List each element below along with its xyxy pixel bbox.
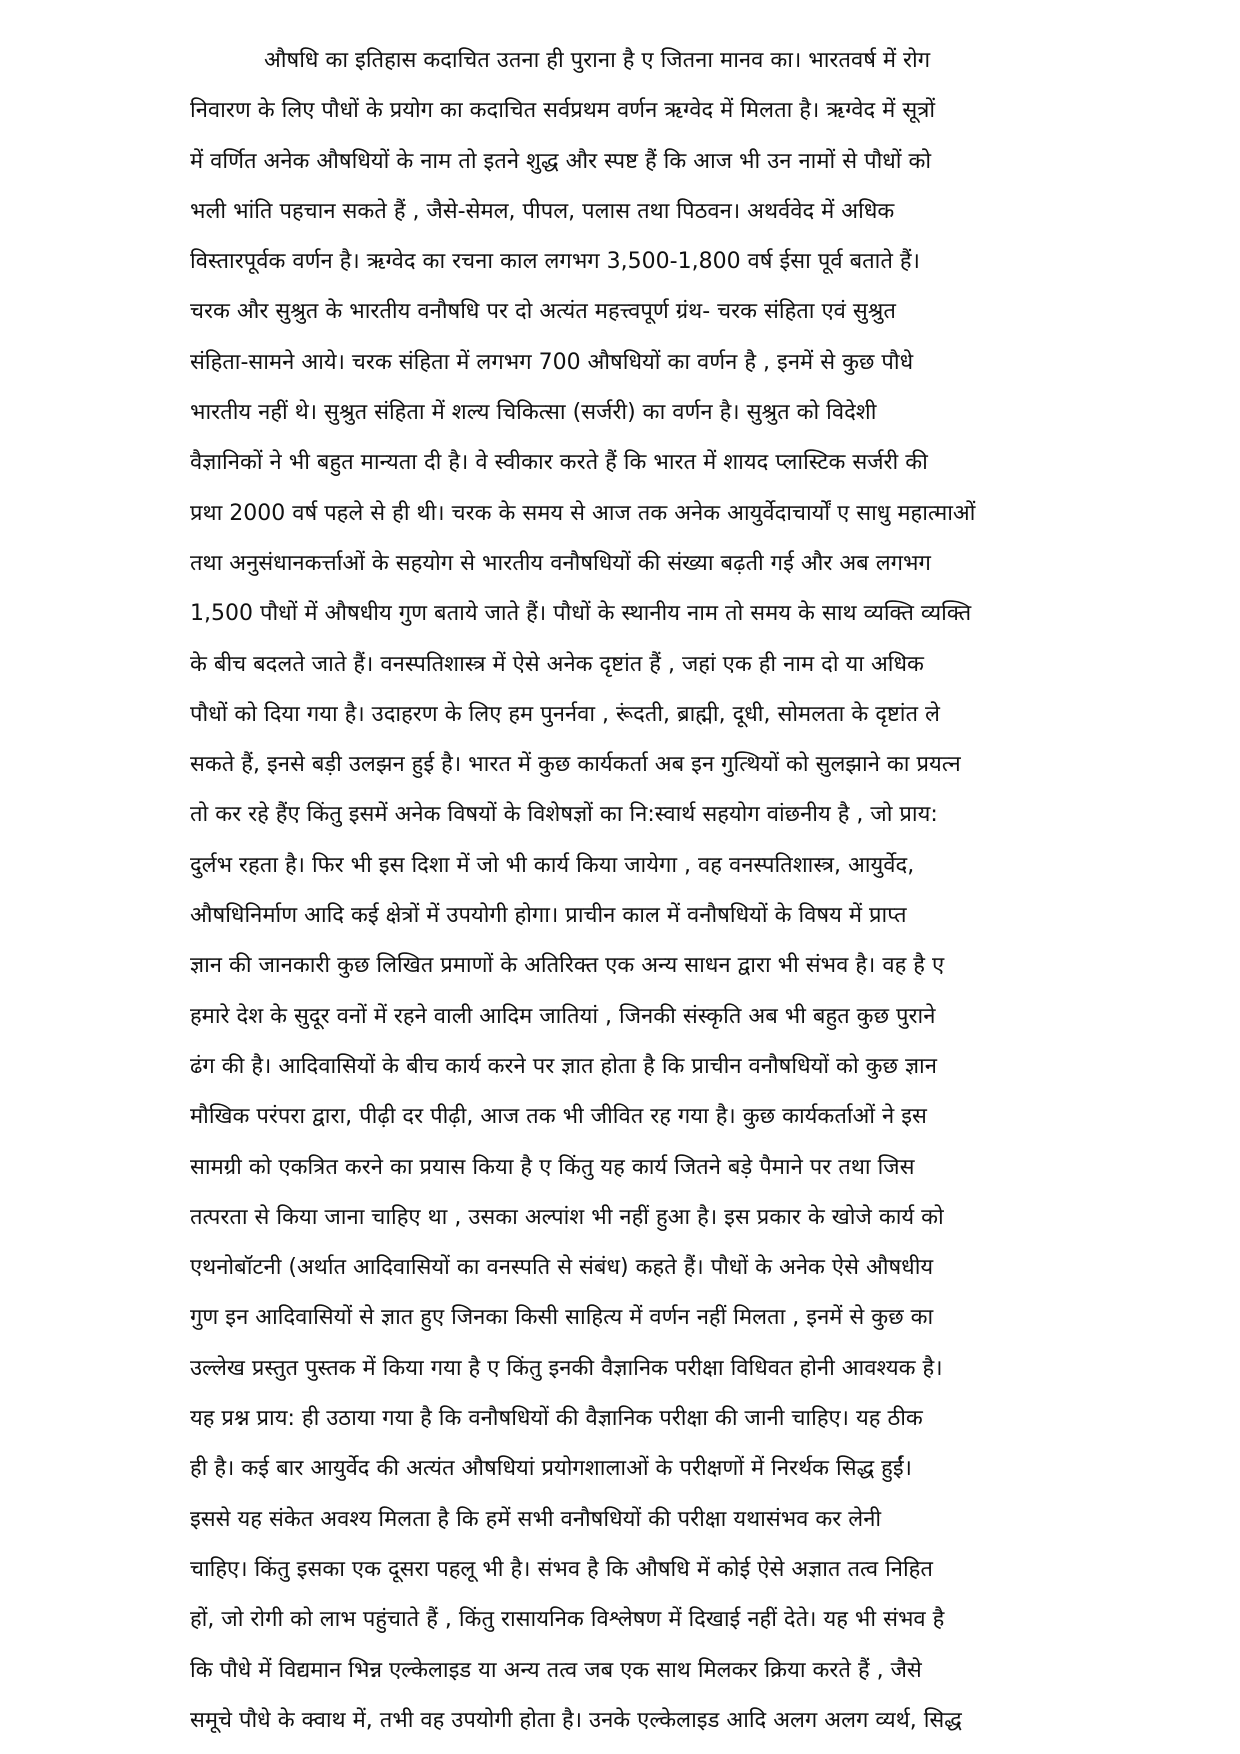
text-line: उल्लेख प्रस्तुत पुस्तक में किया गया है ए किंतु इनकी वैज्ञानिक परीक्षा विधिवत होनी आवश्यक है। bbox=[190, 1355, 943, 1381]
text-line: समूचे पौधे के क्वाथ में, तभी वह उपयोगी होता है। उनके एल्केलाइड आदि अलग अलग व्यर्थ, सिद्ध bbox=[190, 1707, 962, 1733]
text-line: हमारे देश के सुदूर वनों में रहने वाली आदिम जातियां , जिनकी संस्कृति अब भी बहुत कुछ पुराने bbox=[190, 1003, 936, 1029]
text-line: इससे यह संकेत अवश्य मिलता है कि हमें सभी वनौषधियों की परीक्षा यथासंभव कर लेनी bbox=[190, 1506, 882, 1532]
text-line: औषधिनिर्माण आदि कई क्षेत्रों में उपयोगी होगा। प्राचीन काल में वनौषधियों के विषय में प्राप्त bbox=[190, 903, 907, 929]
text-line: एथनोबॉटनी (अर्थात आदिवासियों का वनस्पति से संबंध) कहते हैं। पौधों के अनेक ऐसे औषधीय bbox=[190, 1255, 934, 1281]
text-line: के बीच बदलते जाते हैं। वनस्पतिशास्त्र में ऐसे अनेक दृष्टांत हैं , जहां एक ही नाम दो या अधिक bbox=[190, 651, 924, 677]
text-line: में वर्णित अनेक औषधियों के नाम तो इतने शुद्ध और स्पष्ट हैं कि आज भी उन नामों से पौधों को bbox=[190, 148, 932, 174]
text-line: चाहिए। किंतु इसका एक दूसरा पहलू भी है। संभव है कि औषधि में कोई ऐसे अज्ञात तत्व निहित bbox=[190, 1556, 933, 1582]
text-line: निवारण के लिए पौधों के प्रयोग का कदाचित सर्वप्रथम वर्णन ऋग्वेद में मिलता है। ऋग्वेद में सूत्रों bbox=[190, 98, 936, 124]
text-line: गुण इन आदिवासियों से ज्ञात हुए जिनका किसी साहित्य में वर्णन नहीं मिलता , इनमें से कुछ का bbox=[190, 1305, 934, 1331]
text-line: विस्तारपूर्वक वर्णन है। ऋग्वेद का रचना काल लगभग 3,500-1,800 वर्ष ईसा पूर्व बताते हैं। bbox=[190, 249, 920, 275]
text-line: पौधों को दिया गया है। उदाहरण के लिए हम पुनर्नवा , रूंदती, ब्राह्मी, दूधी, सोमलता के दृष्टांत ले bbox=[190, 701, 940, 727]
text-line: सामग्री को एकत्रित करने का प्रयास किया है ए किंतु यह कार्य जितने बड़े पैमाने पर तथा जिस bbox=[190, 1154, 915, 1180]
text-line: तत्परता से किया जाना चाहिए था , उसका अल्पांश भी नहीं हुआ है। इस प्रकार के खोजे कार्य को bbox=[190, 1204, 944, 1230]
text-line: तो कर रहे हैंए किंतु इसमें अनेक विषयों के विशेषज्ञों का नि:स्वार्थ सहयोग वांछनीय है , जो प्राय: bbox=[190, 802, 938, 828]
text-line: भली भांति पहचान सकते हैं , जैसे-सेमल, पीपल, पलास तथा पिठवन। अथर्ववेद में अधिक bbox=[190, 198, 895, 224]
body-text bbox=[190, 36, 1060, 1746]
text-line: दुर्लभ रहता है। फिर भी इस दिशा में जो भी कार्य किया जायेगा , वह वनस्पतिशास्त्र, आयुर्वेद, bbox=[190, 852, 915, 878]
text-line: सकते हैं, इनसे बड़ी उलझन हुई है। भारत में कुछ कार्यकर्ता अब इन गुत्थियों को सुलझाने का प्रयत्न bbox=[190, 752, 961, 778]
text-line: कि पौधे में विद्यमान भिन्न एल्केलाइड या अन्य तत्व जब एक साथ मिलकर क्रिया करते हैं , जैसे bbox=[190, 1657, 922, 1683]
text-line: भारतीय नहीं थे। सुश्रुत संहिता में शल्य चिकित्सा (सर्जरी) का वर्णन है। सुश्रुत को विदेशी bbox=[190, 400, 877, 426]
text-line: औषधि का इतिहास कदाचित उतना ही पुराना है ए जितना मानव का। भारतवर्ष में रोग bbox=[264, 48, 931, 73]
text-line: ज्ञान की जानकारी कुछ लिखित प्रमाणों के अतिरिक्त एक अन्य साधन द्वारा भी संभव है। वह है ए bbox=[190, 953, 945, 979]
text-line: तथा अनुसंधानकर्त्ताओं के सहयोग से भारतीय वनौषधियों की संख्या बढ़ती गई और अब लगभग bbox=[190, 550, 931, 576]
text-line: यह प्रश्न प्राय: ही उठाया गया है कि वनौषधियों की वैज्ञानिक परीक्षा की जानी चाहिए। यह ठीक bbox=[190, 1406, 923, 1432]
text-line: वैज्ञानिकों ने भी बहुत मान्यता दी है। वे स्वीकार करते हैं कि भारत में शायद प्लास्टिक सर्जरी की bbox=[190, 450, 928, 476]
text-line: मौखिक परंपरा द्वारा, पीढ़ी दर पीढ़ी, आज तक भी जीवित रह गया है। कुछ कार्यकर्ताओं ने इस bbox=[190, 1104, 927, 1130]
text-line: 1,500 पौधों में औषधीय गुण बताये जाते हैं। पौधों के स्थानीय नाम तो समय के साथ व्यक्ति व्यक्ति bbox=[190, 601, 972, 627]
text-line: ढंग की है। आदिवासियों के बीच कार्य करने पर ज्ञात होता है कि प्राचीन वनौषधियों को कुछ ज्ञान bbox=[190, 1053, 937, 1079]
text-line: प्रथा 2000 वर्ष पहले से ही थी। चरक के समय से आज तक अनेक आयुर्वेदाचार्यों ए साधु महात्माओं bbox=[190, 500, 976, 526]
text-line: ही है। कई बार आयुर्वेद की अत्यंत औषधियां प्रयोगशालाओं के परीक्षणों में निरर्थक सिद्ध हुईं। bbox=[190, 1456, 912, 1482]
text-line: हों, जो रोगी को लाभ पहुंचाते हैं , किंतु रासायनिक विश्लेषण में दिखाई नहीं देते। यह भी संभव है bbox=[190, 1607, 945, 1633]
text-line: चरक और सुश्रुत के भारतीय वनौषधि पर दो अत्यंत महत्त्वपूर्ण ग्रंथ- चरक संहिता एवं सुश्रुत bbox=[190, 299, 896, 325]
text-line: संहिता-सामने आये। चरक संहिता में लगभग 700 औषधियों का वर्णन है , इनमें से कुछ पौधे bbox=[190, 349, 914, 375]
